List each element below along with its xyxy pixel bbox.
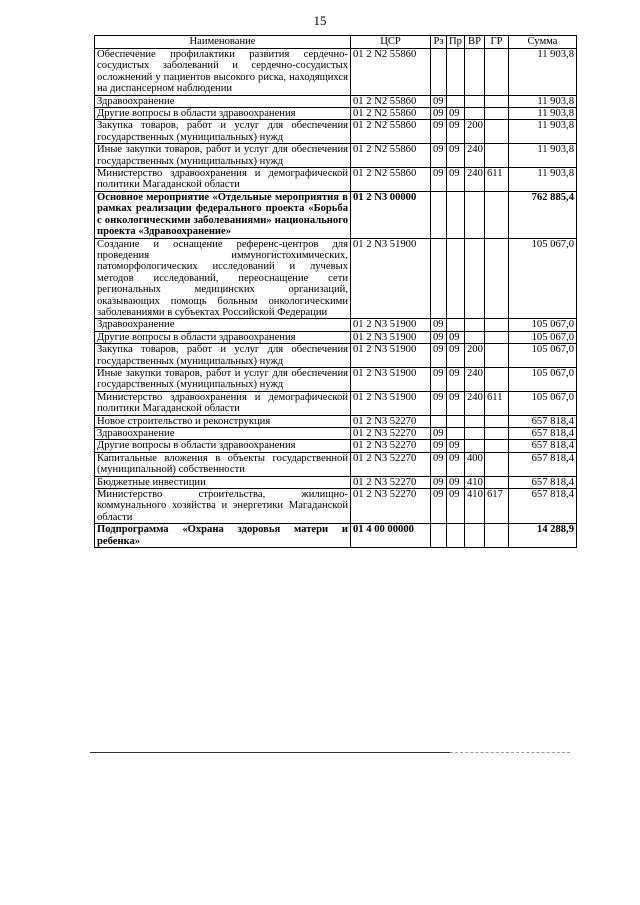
cell-sum: 105 067,0 [509,331,577,343]
table-row [95,428,577,440]
table-row [95,120,577,144]
footer-divider [90,752,450,753]
cell-csr: 01 2 N3 52270 [351,428,431,440]
cell-vr: 200 [465,344,485,368]
cell-sum: 657 818,4 [509,415,577,427]
cell-rz [431,49,447,96]
cell-gr [485,49,509,96]
cell-vr: 240 [465,367,485,391]
footer-divider-dashed [450,752,570,753]
cell-pr: 09 [447,489,465,524]
cell-pr: 09 [447,476,465,488]
cell-sum: 657 818,4 [509,452,577,476]
cell-name: Другие вопросы в области здравоохранения [95,440,351,452]
cell-rz: 09 [431,489,447,524]
cell-csr: 01 2 N3 51900 [351,391,431,415]
cell-rz: 09 [431,95,447,107]
cell-name: Здравоохранение [95,428,351,440]
cell-csr: 01 2 N3 52270 [351,489,431,524]
cell-vr [465,428,485,440]
cell-name: Здравоохранение [95,319,351,331]
cell-name: Здравоохранение [95,95,351,107]
cell-csr: 01 4 00 00000 [351,524,431,548]
cell-rz: 09 [431,476,447,488]
cell-csr: 01 2 N3 52270 [351,452,431,476]
cell-pr: 09 [447,367,465,391]
cell-rz [431,191,447,238]
cell-gr [485,476,509,488]
cell-gr [485,108,509,120]
cell-name: Основное мероприятие «Отдельные мероприятия в рамках реализации федерального проекта «Борьба с онкологическими заболеваниями» национального проекта «Здравоохранение» [95,191,351,238]
cell-gr [485,367,509,391]
cell-name: Новое строительство и реконструкция [95,415,351,427]
cell-vr: 240 [465,144,485,168]
cell-vr: 240 [465,168,485,192]
budget-table [94,35,577,548]
cell-pr: 09 [447,144,465,168]
cell-csr: 01 2 N3 52270 [351,440,431,452]
table-row [95,344,577,368]
cell-sum: 105 067,0 [509,344,577,368]
cell-gr [485,440,509,452]
cell-csr: 01 2 N3 52270 [351,415,431,427]
cell-sum: 657 818,4 [509,440,577,452]
table-row [95,144,577,168]
cell-gr [485,95,509,107]
table-row [95,489,577,524]
cell-vr [465,108,485,120]
cell-sum: 762 885,4 [509,191,577,238]
cell-pr: 09 [447,452,465,476]
cell-vr: 240 [465,391,485,415]
cell-sum: 14 288,9 [509,524,577,548]
cell-name: Иные закупки товаров, работ и услуг для обеспечения государственных (муниципальных) нужд [95,367,351,391]
table-body [95,49,577,548]
cell-gr [485,452,509,476]
header-name: Наименование [95,36,351,49]
cell-pr [447,49,465,96]
cell-name: Другие вопросы в области здравоохранения [95,331,351,343]
cell-rz: 09 [431,319,447,331]
cell-gr [485,344,509,368]
cell-name: Министерство здравоохранения и демографической политики Магаданской области [95,168,351,192]
cell-vr [465,191,485,238]
cell-pr: 09 [447,108,465,120]
cell-gr [485,191,509,238]
table-row [95,238,577,319]
cell-gr [485,144,509,168]
cell-name: Другие вопросы в области здравоохранения [95,108,351,120]
cell-sum: 11 903,8 [509,144,577,168]
cell-name: Закупка товаров, работ и услуг для обеспечения государственных (муниципальных) нужд [95,120,351,144]
cell-csr: 01 2 N3 51900 [351,344,431,368]
cell-gr: 617 [485,489,509,524]
cell-pr: 09 [447,440,465,452]
cell-vr [465,331,485,343]
cell-gr: 611 [485,391,509,415]
cell-pr [447,95,465,107]
cell-vr [465,440,485,452]
cell-csr: 01 2 N2 55860 [351,49,431,96]
header-rz: Рз [431,36,447,49]
cell-csr: 01 2 N2 55860 [351,108,431,120]
cell-vr [465,238,485,319]
page-number: 15 [313,13,327,28]
cell-sum: 11 903,8 [509,168,577,192]
cell-pr [447,428,465,440]
cell-csr: 01 2 N3 00000 [351,191,431,238]
cell-rz: 09 [431,428,447,440]
cell-sum: 11 903,8 [509,49,577,96]
cell-pr [447,524,465,548]
cell-pr: 09 [447,391,465,415]
cell-vr [465,49,485,96]
cell-name: Министерство здравоохранения и демографической политики Магаданской области [95,391,351,415]
table-row [95,524,577,548]
cell-pr: 09 [447,120,465,144]
cell-gr [485,319,509,331]
table-row [95,319,577,331]
cell-vr: 400 [465,452,485,476]
cell-vr [465,319,485,331]
cell-gr: 611 [485,168,509,192]
cell-sum: 657 818,4 [509,476,577,488]
cell-rz [431,415,447,427]
cell-csr: 01 2 N3 51900 [351,319,431,331]
cell-csr: 01 2 N3 51900 [351,238,431,319]
cell-sum: 657 818,4 [509,428,577,440]
cell-name: Иные закупки товаров, работ и услуг для обеспечения государственных (муниципальных) нужд [95,144,351,168]
cell-vr: 200 [465,120,485,144]
cell-vr: 410 [465,489,485,524]
cell-gr [485,428,509,440]
cell-csr: 01 2 N2 55860 [351,95,431,107]
header-gr: ГР [485,36,509,49]
table-row [95,168,577,192]
cell-csr: 01 2 N3 51900 [351,367,431,391]
cell-rz: 09 [431,120,447,144]
cell-rz [431,238,447,319]
cell-pr: 09 [447,344,465,368]
cell-name: Обеспечение профилактики развития сердечно-сосудистых заболеваний и сердечно-сосудистых осложнений у пациентов высокого риска, находящихся на диспансерном наблюдении [95,49,351,96]
table-row [95,415,577,427]
cell-pr: 09 [447,331,465,343]
table-row [95,49,577,96]
cell-gr [485,238,509,319]
table-row [95,476,577,488]
cell-rz: 09 [431,144,447,168]
cell-sum: 657 818,4 [509,489,577,524]
table-header-row [95,36,577,49]
cell-rz: 09 [431,168,447,192]
cell-pr: 09 [447,168,465,192]
table-row [95,367,577,391]
table-row [95,452,577,476]
table-row [95,108,577,120]
cell-csr: 01 2 N3 51900 [351,331,431,343]
cell-vr: 410 [465,476,485,488]
cell-name: Создание и оснащение референс-центров для проведения иммуногистохимических, патоморфологических исследований и лучевых методов исследований, переоснащение сети региональных медицинских организаций, оказывающих помощь больным онкологическими заболеваниями в субъектах Российской Федерации [95,238,351,319]
cell-rz: 09 [431,440,447,452]
cell-rz: 09 [431,331,447,343]
cell-gr [485,415,509,427]
cell-sum: 105 067,0 [509,238,577,319]
cell-sum: 11 903,8 [509,95,577,107]
header-csr: ЦСР [351,36,431,49]
table-row [95,331,577,343]
cell-sum: 105 067,0 [509,319,577,331]
cell-pr [447,191,465,238]
cell-sum: 11 903,8 [509,108,577,120]
cell-rz: 09 [431,344,447,368]
cell-rz: 09 [431,108,447,120]
cell-gr [485,331,509,343]
header-vr: ВР [465,36,485,49]
cell-rz: 09 [431,452,447,476]
cell-csr: 01 2 N2 55860 [351,168,431,192]
cell-vr [465,95,485,107]
cell-csr: 01 2 N2 55860 [351,144,431,168]
cell-gr [485,120,509,144]
cell-csr: 01 2 N3 52270 [351,476,431,488]
cell-name: Бюджетные инвестиции [95,476,351,488]
cell-rz [431,524,447,548]
cell-pr [447,319,465,331]
cell-csr: 01 2 N2 55860 [351,120,431,144]
cell-sum: 11 903,8 [509,120,577,144]
cell-vr [465,524,485,548]
header-sum: Сумма [509,36,577,49]
cell-pr [447,415,465,427]
table-row [95,95,577,107]
cell-gr [485,524,509,548]
cell-rz: 09 [431,367,447,391]
table-row [95,391,577,415]
table-row [95,191,577,238]
cell-name: Закупка товаров, работ и услуг для обеспечения государственных (муниципальных) нужд [95,344,351,368]
cell-name: Подпрограмма «Охрана здоровья матери и ребенка» [95,524,351,548]
header-pr: Пр [447,36,465,49]
cell-pr [447,238,465,319]
cell-vr [465,415,485,427]
cell-rz: 09 [431,391,447,415]
cell-sum: 105 067,0 [509,367,577,391]
cell-name: Министерство строительства, жилищно-коммунального хозяйства и энергетики Магаданской области [95,489,351,524]
cell-sum: 105 067,0 [509,391,577,415]
cell-name: Капитальные вложения в объекты государственной (муниципальной) собственности [95,452,351,476]
table-row [95,440,577,452]
